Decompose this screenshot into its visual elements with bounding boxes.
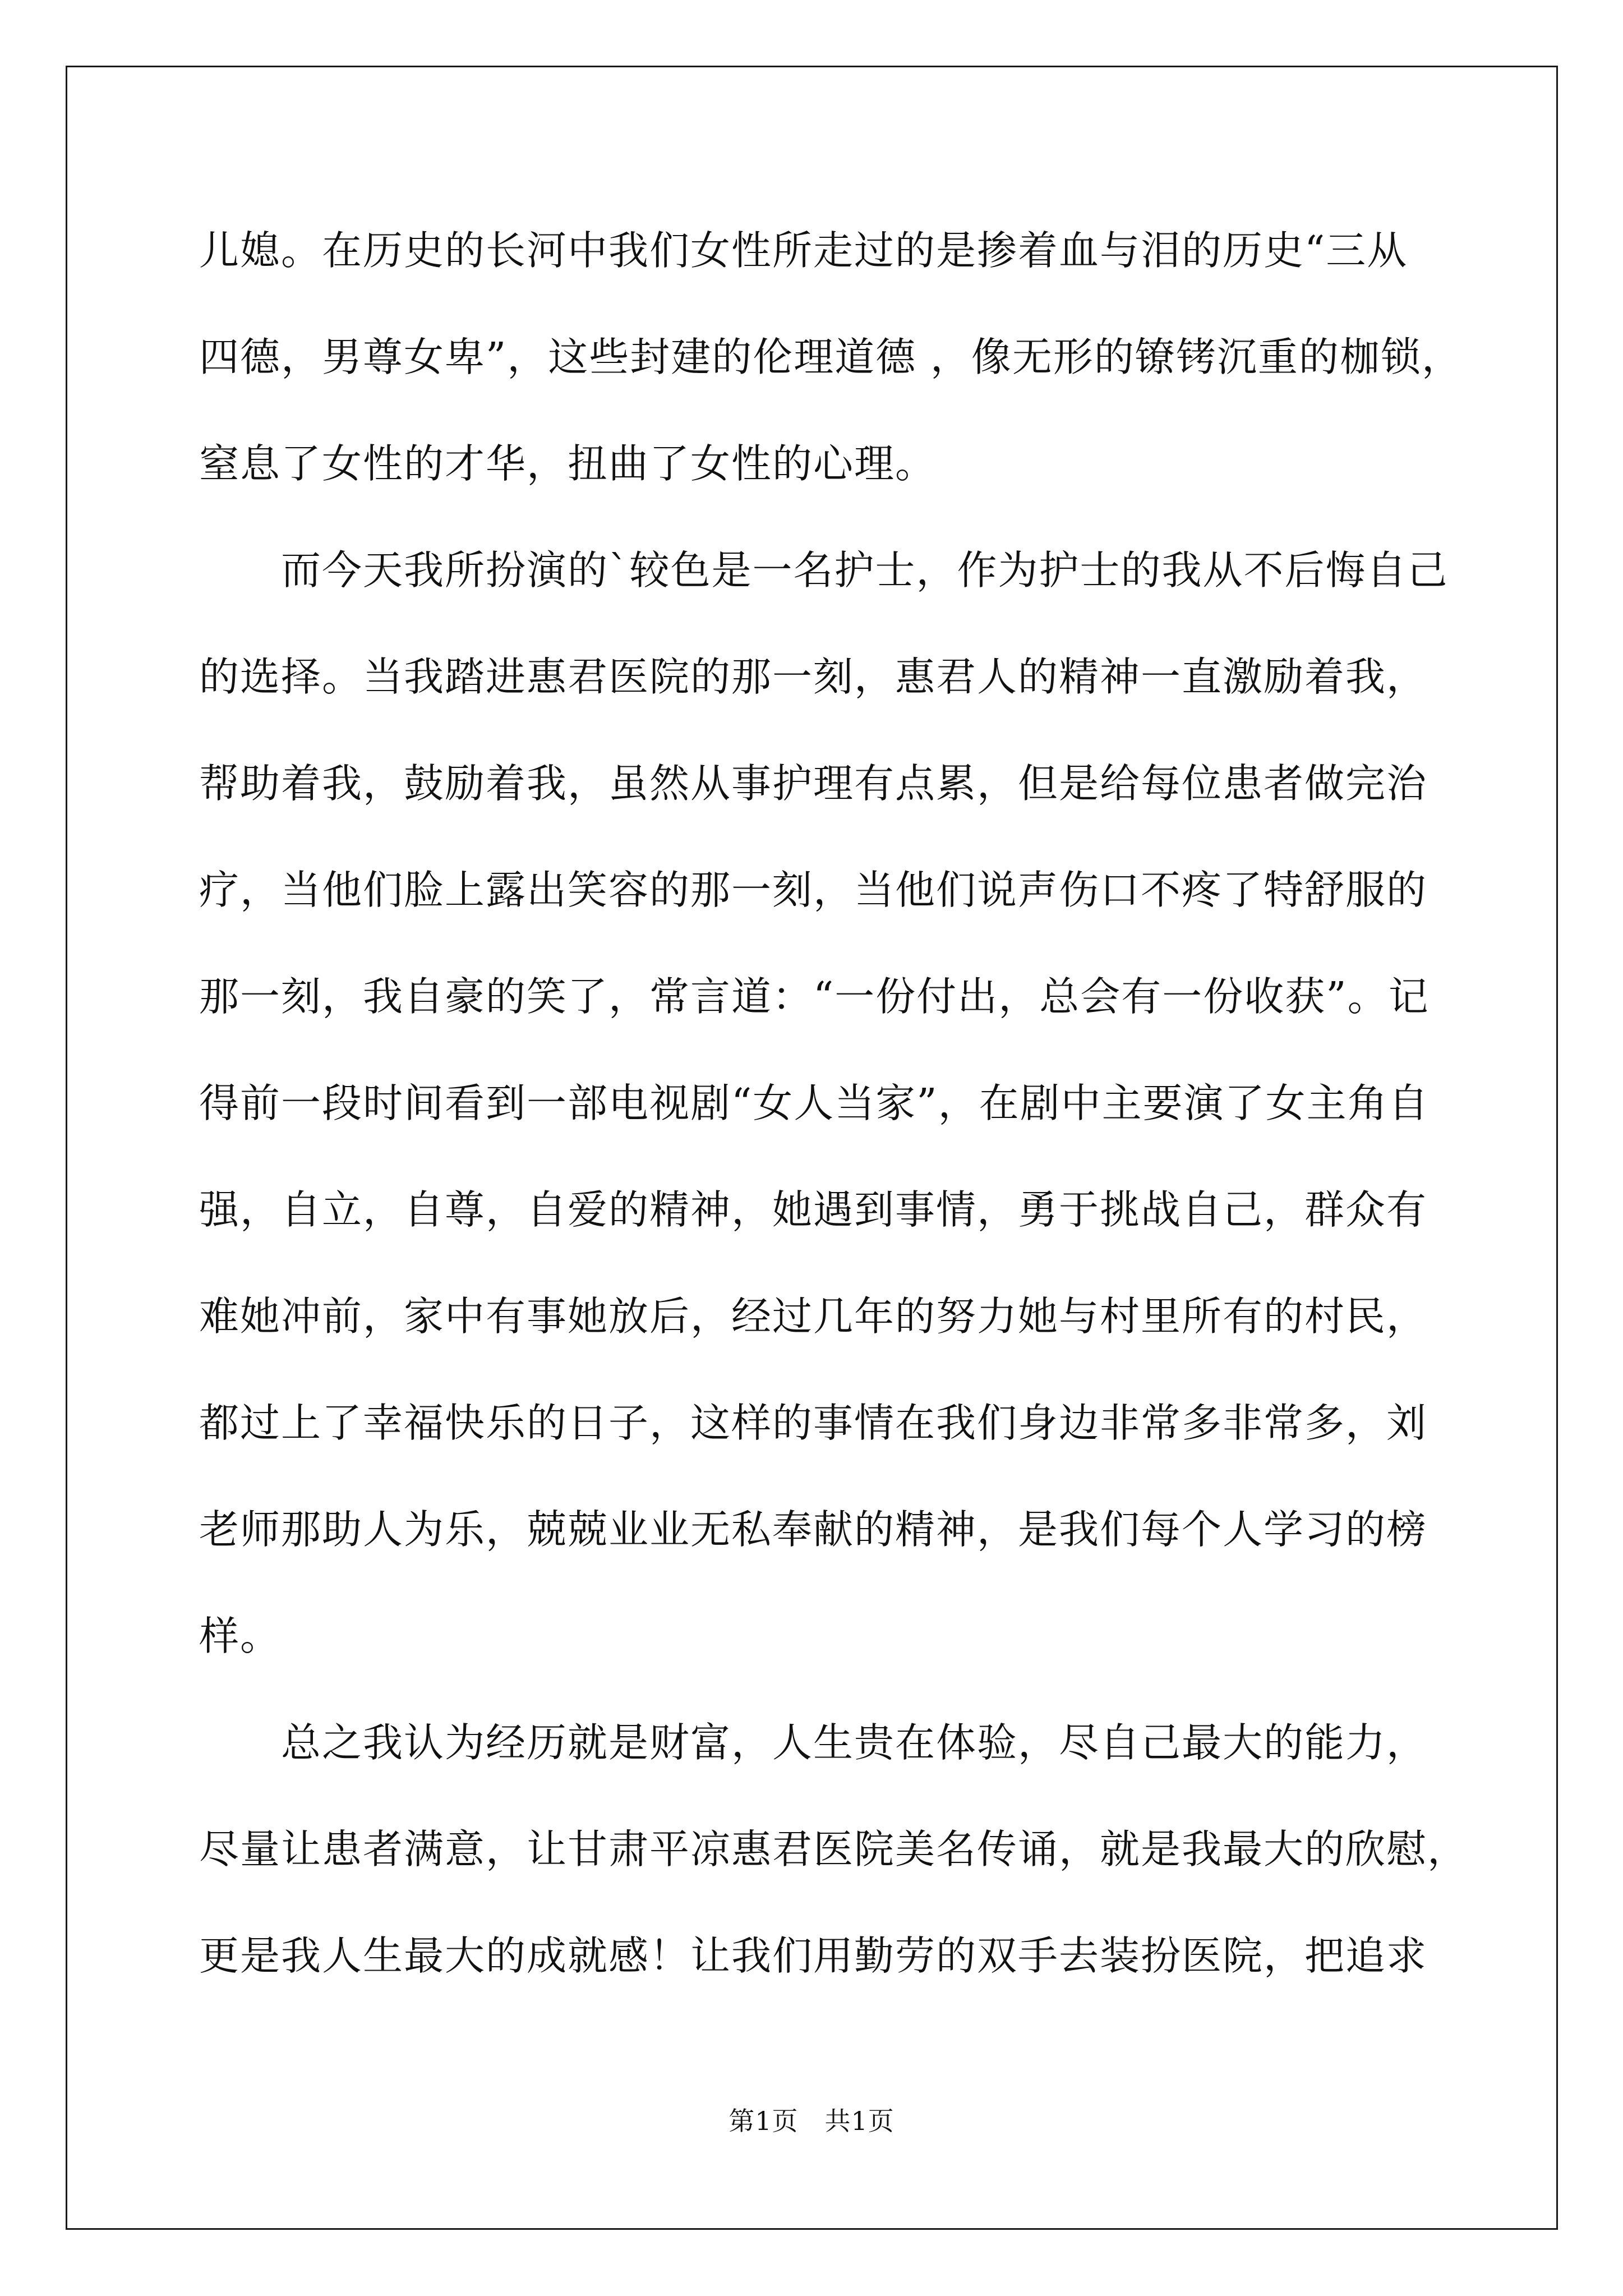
text-line: 更是我人生最大的成就感！让我们用勤劳的双手去装扮医院，把追求	[199, 1932, 1428, 1979]
paragraph-first-line: 而今天我所扮演的`较色是一名护士，作为护士的我从不后悔自己	[281, 547, 1449, 593]
text-line: 帮助着我，鼓励着我，虽然从事护理有点累，但是给每位患者做完治	[199, 760, 1428, 807]
text-line: 老师那助人为乐，兢兢业业无私奉献的精神，是我们每个人学习的榜	[199, 1506, 1428, 1553]
paragraph-first-line: 总之我认为经历就是财富，人生贵在体验，尽自己最大的能力，	[281, 1719, 1428, 1766]
text-line: 强，自立，自尊，自爱的精神，她遇到事情，勇于挑战自己，群众有	[199, 1186, 1428, 1233]
text-line: 都过上了幸福快乐的日子，这样的事情在我们身边非常多非常多，刘	[199, 1400, 1428, 1446]
text-line: 尽量让患者满意，让甘肃平凉惠君医院美名传诵，就是我最大的欣慰，	[199, 1826, 1469, 1872]
text-line: 难她冲前，家中有事她放后，经过几年的努力她与村里所有的村民，	[199, 1293, 1428, 1340]
text-line: 那一刻，我自豪的笑了，常言道：“一份付出，总会有一份收获”。记	[199, 973, 1430, 1020]
text-line: 儿媳。在历史的长河中我们女性所走过的是掺着血与泪的历史“三从	[199, 227, 1408, 274]
text-line: 疗，当他们脸上露出笑容的那一刻，当他们说声伤口不疼了特舒服的	[199, 867, 1428, 913]
text-line: 的选择。当我踏进惠君医院的那一刻，惠君人的精神一直激励着我，	[199, 654, 1428, 700]
text-line: 四德，男尊女卑”，这些封建的伦理道德 ，像无形的镣铐沉重的枷锁，	[199, 334, 1463, 380]
page-footer: 第1页 共1页	[728, 2106, 895, 2136]
text-line: 样。	[199, 1613, 282, 1659]
text-line: 得前一段时间看到一部电视剧“女人当家”，在剧中主要演了女主角自	[199, 1080, 1430, 1126]
text-line: 窒息了女性的才华，扭曲了女性的心理。	[199, 440, 937, 487]
